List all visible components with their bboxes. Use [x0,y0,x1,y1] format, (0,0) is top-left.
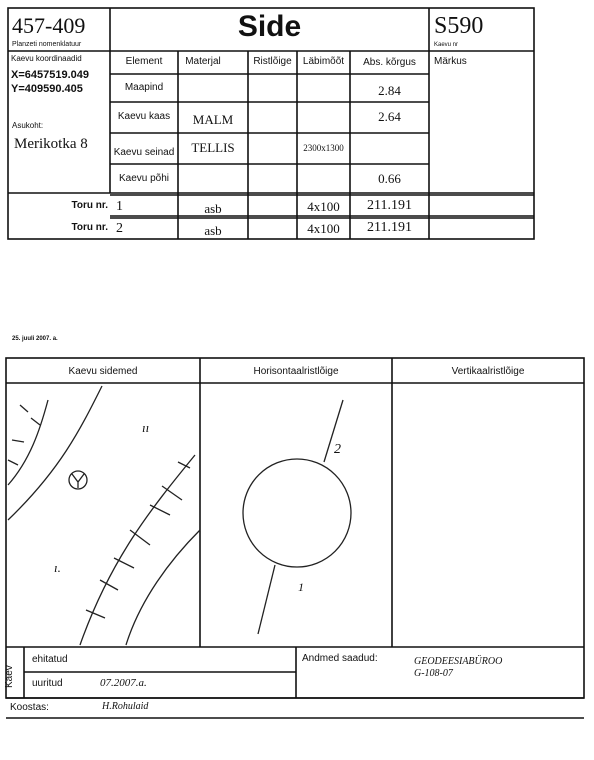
row-materjal: MALM [192,112,234,127]
row-element: Maapind [124,82,164,93]
pipe-materjal: asb [204,223,222,238]
coords-label: Kaevu koordinaadid [11,54,82,63]
sketch-header-horizontal: Horisontaalristlõige [253,366,339,377]
andmed-code: G-108-07 [414,668,453,679]
coord-y-value: Y=409590.405 [11,83,83,95]
planzet-number: 457-409 [12,13,86,38]
markus-label: Märkus [434,56,467,67]
uuritud-value: 07.2007.a. [100,677,147,689]
col-header-korgus: Abs. kõrgus [363,57,416,68]
col-header-ristloige: Ristlõige [253,56,292,67]
coord-x-value: X=6457519.049 [11,69,89,81]
pipe-number: 2 [116,221,123,236]
sketch-header-sidemed: Kaevu sidemed [68,366,138,377]
col-header-element: Element [125,56,163,67]
kaevu-number-label: Kaevu nr [434,42,459,48]
pipe-korgus: 211.191 [367,198,412,213]
koostas-value: H.Rohulaid [102,701,149,712]
row-korgus: 0.66 [378,171,401,186]
horizontal-section-drawing [243,400,351,634]
kaevu-number: S590 [434,13,484,39]
pipe-label: Toru nr. [71,200,108,211]
row-element: Kaevu kaas [117,111,171,122]
pipe-korgus: 211.191 [367,220,412,235]
col-header-labimoot: Läbimõõt [302,56,345,67]
row-materjal: TELLIS [191,140,235,155]
coord-x [11,69,89,81]
planzet-label: Planzeti nomenklatuur [12,41,82,48]
pipe-label: Toru nr. [71,222,108,233]
andmed-source: GEODEESIABÜROO [414,656,503,667]
uuritud-label: uuritud [32,678,63,689]
andmed-label: Andmed saadud: [302,653,378,664]
location-label: Asukoht: [12,121,44,130]
sketch-header-vertical: Vertikaalristlõige [451,366,525,377]
coord-y [11,83,83,95]
kaev-label: Kaev [4,665,15,688]
sketch-mark: ı. [54,560,61,575]
pipe-labimoot: 4x100 [307,221,340,236]
row-labimoot: 2300x1300 [303,143,344,153]
koostas-label: Koostas: [10,702,49,713]
pipe-materjal: asb [204,201,222,216]
ehitatud-label: ehitatud [32,654,68,665]
page-title: Side [237,10,302,43]
row-korgus: 2.64 [378,109,401,124]
sketch-mark: ıı [142,420,150,435]
pipe-number: 1 [116,199,123,214]
pipe-labimoot: 4x100 [307,199,340,214]
sketch-mark-2: 2 [334,442,341,457]
pipe-sketch-drawing [8,386,200,645]
row-element: Kaevu põhi [118,173,170,184]
sketch-mark-1: 1 [298,580,304,594]
row-korgus: 2.84 [378,83,401,98]
location-value: Merikotka 8 [14,136,88,152]
row-element: Kaevu seinad [113,147,175,158]
date-note: 25. juuli 2007. a. [12,336,58,342]
col-header-materjal: Materjal [185,56,221,67]
